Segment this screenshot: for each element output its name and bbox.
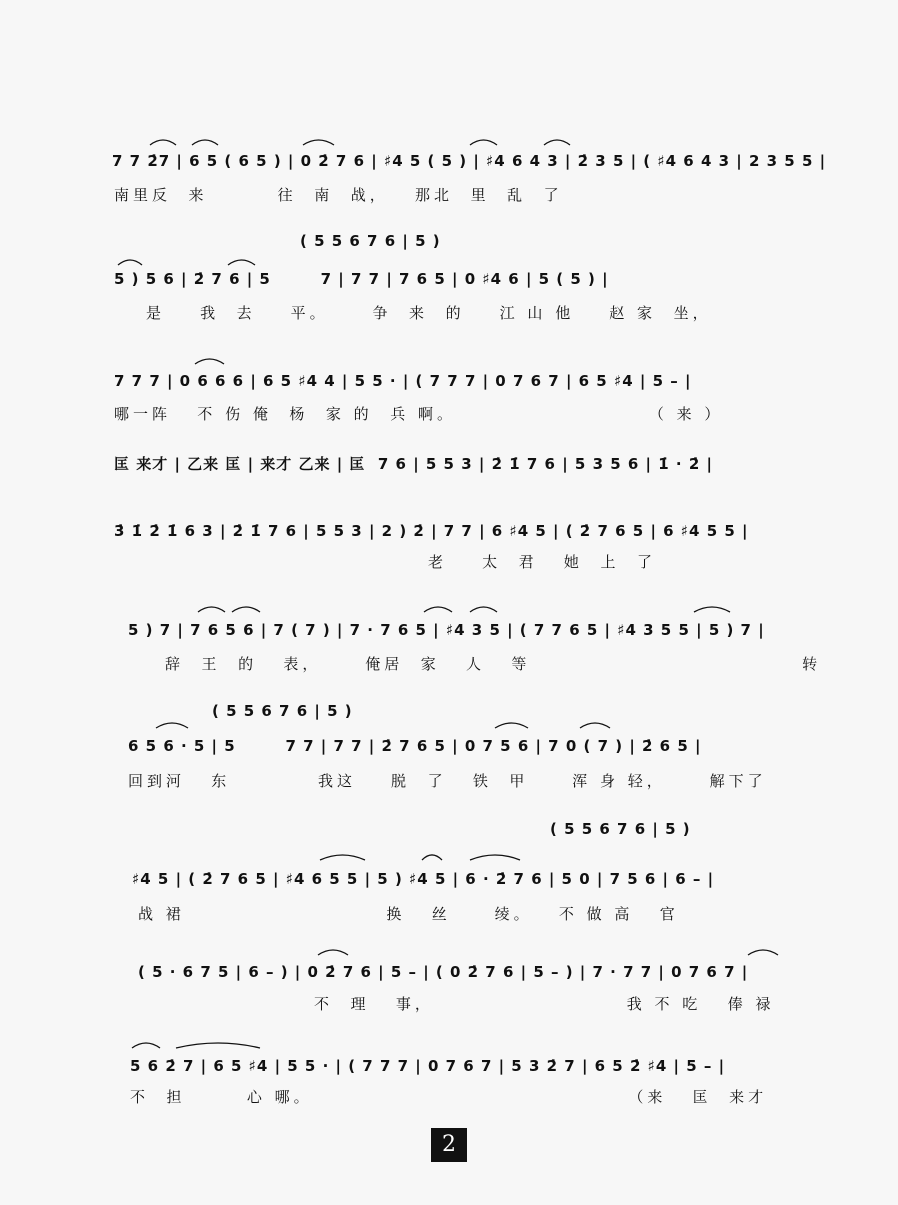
notation-line-1: 7 7 2̇7 | 6 5 ( 6 5 ) | 0 2̇ 7 6 | ♯4 5 ( 5 ) | ♯4 6 4 3 | 2̇ 3 5 | ( ♯4 6 4 3 | 2 3 5 5 |: [112, 152, 827, 170]
lyrics-line-10: 不 担 心 哪。 （来 匡 来才: [130, 1088, 768, 1106]
lyrics-line-6: 辞 王 的 表， 俺居 家 人 等 转: [165, 655, 822, 673]
slur-arc: [198, 607, 225, 612]
slur-arc: [303, 140, 334, 145]
slur-arc: [318, 950, 348, 955]
notation-line-2: 5 ) 5 6 | 2̇ 7 6 | 5 7 | 7 7 | 7 6 5 | 0 ♯4 6 | 5 ( 5 ) |: [114, 270, 609, 288]
slur-arc: [470, 140, 497, 145]
prelude-line-2: ( 5 5 6 7 6 | 5 ): [300, 232, 441, 250]
lyrics-line-1: 南里反 来 往 南 战， 那北 里 乱 了: [114, 186, 563, 204]
notation-line-6: 5 ) 7 | 7 6 5 6 | 7 ( 7 ) | 7 · 7 6 5 | ♯4 3 5 | ( 7 7 6 5 | ♯4 3 5 5 | 5 ) 7 |: [128, 621, 765, 639]
slur-arc: [195, 359, 224, 364]
lyrics-line-8: 战 裙 换 丝 绫。 不 做 高 官: [138, 905, 679, 923]
notation-line-8: ♯4 5 | ( 2̇ 7 6 5 | ♯4 6 5 5 | 5 ) ♯4 5 | 6 · 2̇ 7 6 | 5 0 | 7 5 6 | 6 – |: [132, 870, 715, 888]
slur-arc: [470, 607, 497, 612]
notation-line-3: 7 7 7 | 0 6 6 6 | 6 5 ♯4 4 | 5 5 · | ( 7 7 7 | 0 7 6 7 | 6 5 ♯4 | 5 – |: [114, 372, 692, 390]
lyrics-line-9: 不 理 事， 我 不 吃 俸 禄: [314, 995, 775, 1013]
slur-arc: [232, 607, 260, 612]
slur-arc: [748, 950, 778, 955]
slur-arc: [228, 260, 255, 265]
slur-arc: [132, 1043, 160, 1048]
slur-arc: [192, 140, 218, 145]
notation-line-9: ( 5 · 6 7 5 | 6 – ) | 0 2̇ 7 6 | 5 – | ( 0 2̇ 7 6 | 5 – ) | 7 · 7 7 | 0 7 6 7 |: [138, 963, 749, 981]
slur-arc: [422, 855, 442, 860]
prelude-line-7: ( 5 5 6 7 6 | 5 ): [212, 702, 353, 720]
slur-arc: [580, 723, 610, 728]
notation-line-10: 5 6 2̇ 7 | 6 5 ♯4 | 5 5 · | ( 7 7 7 | 0 7 6 7 | 5 3 2̇ 7 | 6 5 2̇ ♯4 | 5 – |: [130, 1057, 726, 1075]
page-number: 2: [431, 1128, 467, 1162]
slur-arc: [118, 260, 142, 265]
lyrics-line-2: 是 我 去 平。 争 来 的 江 山 他 赵 家 坐，: [146, 304, 712, 322]
prelude-line-8: ( 5 5 6 7 6 | 5 ): [550, 820, 691, 838]
lyrics-line-7: 回到河 东 我这 脱 了 铁 甲 浑 身 轻， 解下了: [128, 772, 767, 790]
slur-arc: [156, 723, 188, 728]
slur-arc: [495, 723, 528, 728]
slur-arc: [424, 607, 452, 612]
lyrics-line-3: 哪一阵 不 伤 俺 杨 家 的 兵 啊。 （ 来 ）: [114, 405, 724, 423]
slur-arc: [544, 140, 570, 145]
notation-line-7: 6 5 6 · 5 | 5 7 7 | 7 7 | 2̇ 7 6 5 | 0 7 5 6 | 7 0 ( 7 ) | 2̇ 6 5 |: [128, 737, 702, 755]
slur-arc: [150, 140, 176, 145]
slur-arc: [694, 607, 730, 612]
notation-line-4: 匡 来才 | 乙来 匡 | 来才 乙来 | 匡 7 6 | 5 5 3 | 2̇ 1̇ 7 6 | 5 3 5 6 | 1̇ · 2̇ |: [114, 455, 713, 473]
slur-arc: [470, 855, 520, 860]
lyrics-line-5: 老 太 君 她 上 了: [428, 553, 656, 571]
slur-arc: [320, 855, 365, 860]
slur-arc: [176, 1043, 260, 1048]
notation-line-5: 3̇ 1̇ 2̇ 1̇ 6 3 | 2̇ 1̇ 7 6 | 5 5 3 | 2 ) 2̇ | 7 7 | 6 ♯4 5 | ( 2̇ 7 6 5 | 6 ♯4 5 5 |: [114, 522, 749, 540]
